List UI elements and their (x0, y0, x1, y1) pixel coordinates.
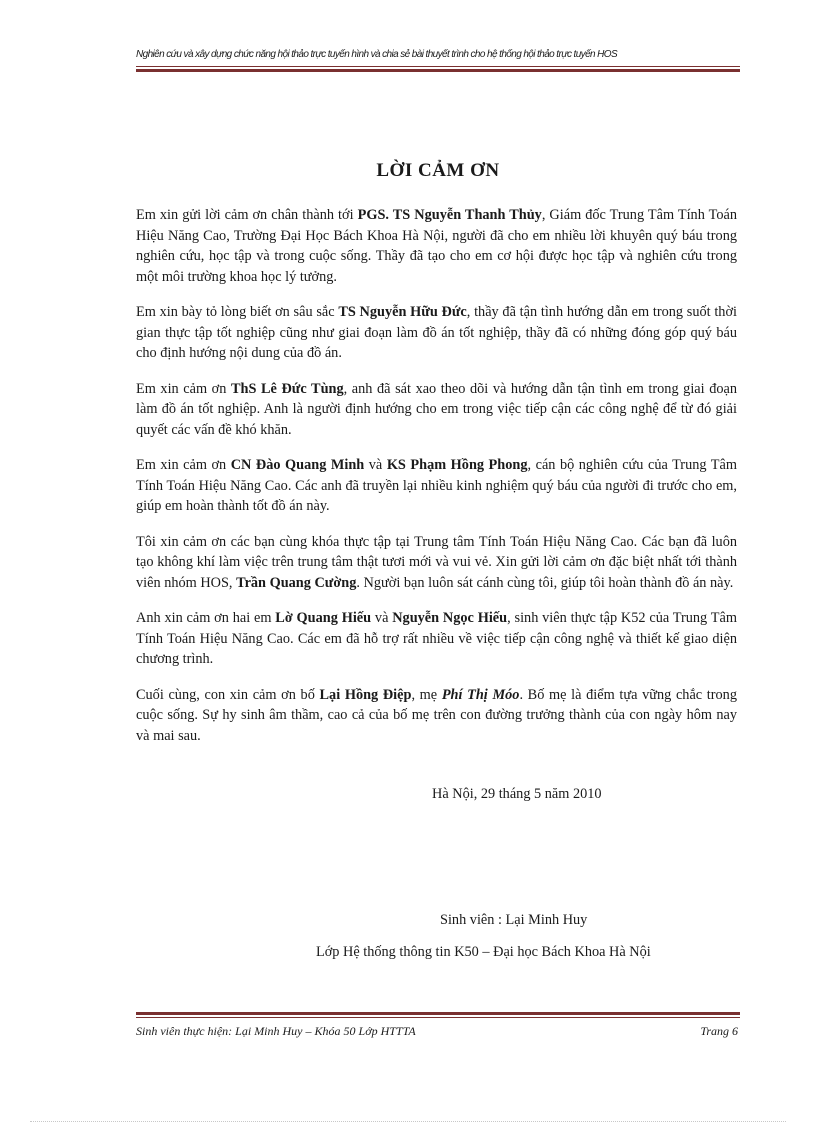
running-header: Nghiên cứu và xây dựng chức năng hội thảo trực tuyến hình và chia sẻ bài thuyết trình cho hệ thống hội thảo trực tuyến HOS (136, 49, 618, 60)
text-run: . Bố mẹ là điểm tựa vững chắc trong cuộc sống. Sự hy sinh âm thầm, cao cả của bố mẹ trên con đường trưởng thành của con ngày hôm nay và mai sau. (136, 686, 737, 744)
paragraph (136, 455, 737, 517)
page-title: LỜI CẢM ƠN (376, 160, 500, 181)
text-run: Em xin gửi lời cảm ơn chân thành tới (136, 207, 358, 223)
footer-author: Sinh viên thực hiện: Lại Minh Huy – Khóa 50 Lớp HTTTA (136, 1024, 416, 1038)
bold-name: Trần Quang Cường (236, 574, 357, 591)
bold-name: Nguyễn Ngọc Hiếu (392, 610, 508, 626)
bold-name: Lờ Quang Hiếu (275, 610, 372, 626)
text-run: Em xin cảm ơn (136, 380, 231, 397)
header-rule-thin (136, 66, 740, 67)
bold-name: Phí Thị Móo (441, 686, 520, 703)
page-edge-divider (30, 1121, 786, 1122)
signature-student: Sinh viên : Lại Minh Huy (440, 912, 588, 928)
text-run: , mẹ (411, 686, 442, 703)
header-rule-thick (136, 69, 740, 72)
bold-name: ThS Lê Đức Tùng (230, 380, 344, 397)
text-run: , sinh viên thực tập K52 của Trung Tâm Tính Toán Hiệu Năng Cao. Các em đã hỗ trợ rất nhiều về việc tiếp cận công nghệ và thiết kế giao diện chương trình. (136, 610, 737, 667)
paragraph (136, 302, 737, 364)
text-run: Cuối cùng, con xin cảm ơn bố (136, 686, 320, 703)
footer-rule-thick (136, 1012, 740, 1015)
paragraph (136, 379, 737, 441)
text-run: Anh xin cảm ơn hai em (136, 610, 276, 626)
text-run: Tôi xin cảm ơn các bạn cùng khóa thực tập tại Trung tâm Tính Toán Hiệu Năng Cao. Các bạn đã luôn tạo không khí làm việc trên trung tâm thật tươi mới và vui vẻ. Xin gửi lời cảm ơn đặc biệt nhất tới thành viên nhóm HOS, (136, 533, 737, 591)
signature-class: Lớp Hệ thống thông tin K50 – Đại học Bách Khoa Hà Nội (316, 944, 651, 960)
footer-rule-thin (136, 1017, 740, 1018)
text-run: và (364, 457, 387, 473)
bold-name: CN Đào Quang Minh (230, 457, 365, 473)
date-line: Hà Nội, 29 tháng 5 năm 2010 (432, 786, 602, 802)
page-number: Trang 6 (700, 1024, 738, 1038)
paragraph (136, 532, 737, 594)
text-run: , cán bộ nghiên cứu của Trung Tâm Tính Toán Hiệu Năng Cao. Các anh đã truyền lại nhiều kinh nghiệm quý báu của người đi trước cho em, giúp em hoàn thành tốt đồ án này. (136, 457, 737, 514)
text-run: , thầy đã tận tình hướng dẫn em trong suốt thời gian thực tập tốt nghiệp cũng như giai đoạn làm đồ án tốt nghiệp, thầy đã có những đóng góp quý báu cho định hướng nội dung của đồ án. (136, 304, 737, 361)
body-text (136, 205, 737, 761)
text-run: , Giám đốc Trung Tâm Tính Toán Hiệu Năng Cao, Trường Đại Học Bách Khoa Hà Nội, người đã cho em nhiều lời khuyên quý báu trong nghiên cứu, học tập và trong cuộc sống. Thầy đã tạo cho em cơ hội được học tập và nghiên cứu trong một môi trường khoa học lý tưởng. (136, 207, 737, 285)
text-run: Em xin cảm ơn (136, 457, 231, 473)
text-run: , anh đã sát xao theo dõi và hướng dẫn tận tình em trong giai đoạn làm đồ án tốt nghiệp. Anh là người định hướng cho em trong việc tiếp cận các công nghệ để từ đó giải quyết các vấn đề khó khăn. (136, 380, 737, 438)
text-run: . Người bạn luôn sát cánh cùng tôi, giúp tôi hoàn thành đồ án này. (356, 574, 734, 591)
text-run: Em xin bày tỏ lòng biết ơn sâu sắc (136, 304, 339, 320)
paragraph (136, 685, 737, 747)
bold-name: TS Nguyễn Hữu Đức (338, 304, 467, 320)
bold-name: KS Phạm Hồng Phong (386, 457, 528, 473)
paragraph (136, 205, 737, 287)
text-run: và (371, 610, 393, 626)
paragraph (136, 608, 737, 670)
bold-name: PGS. TS Nguyễn Thanh Thủy (357, 207, 542, 223)
bold-name: Lại Hồng Điệp (319, 686, 412, 703)
